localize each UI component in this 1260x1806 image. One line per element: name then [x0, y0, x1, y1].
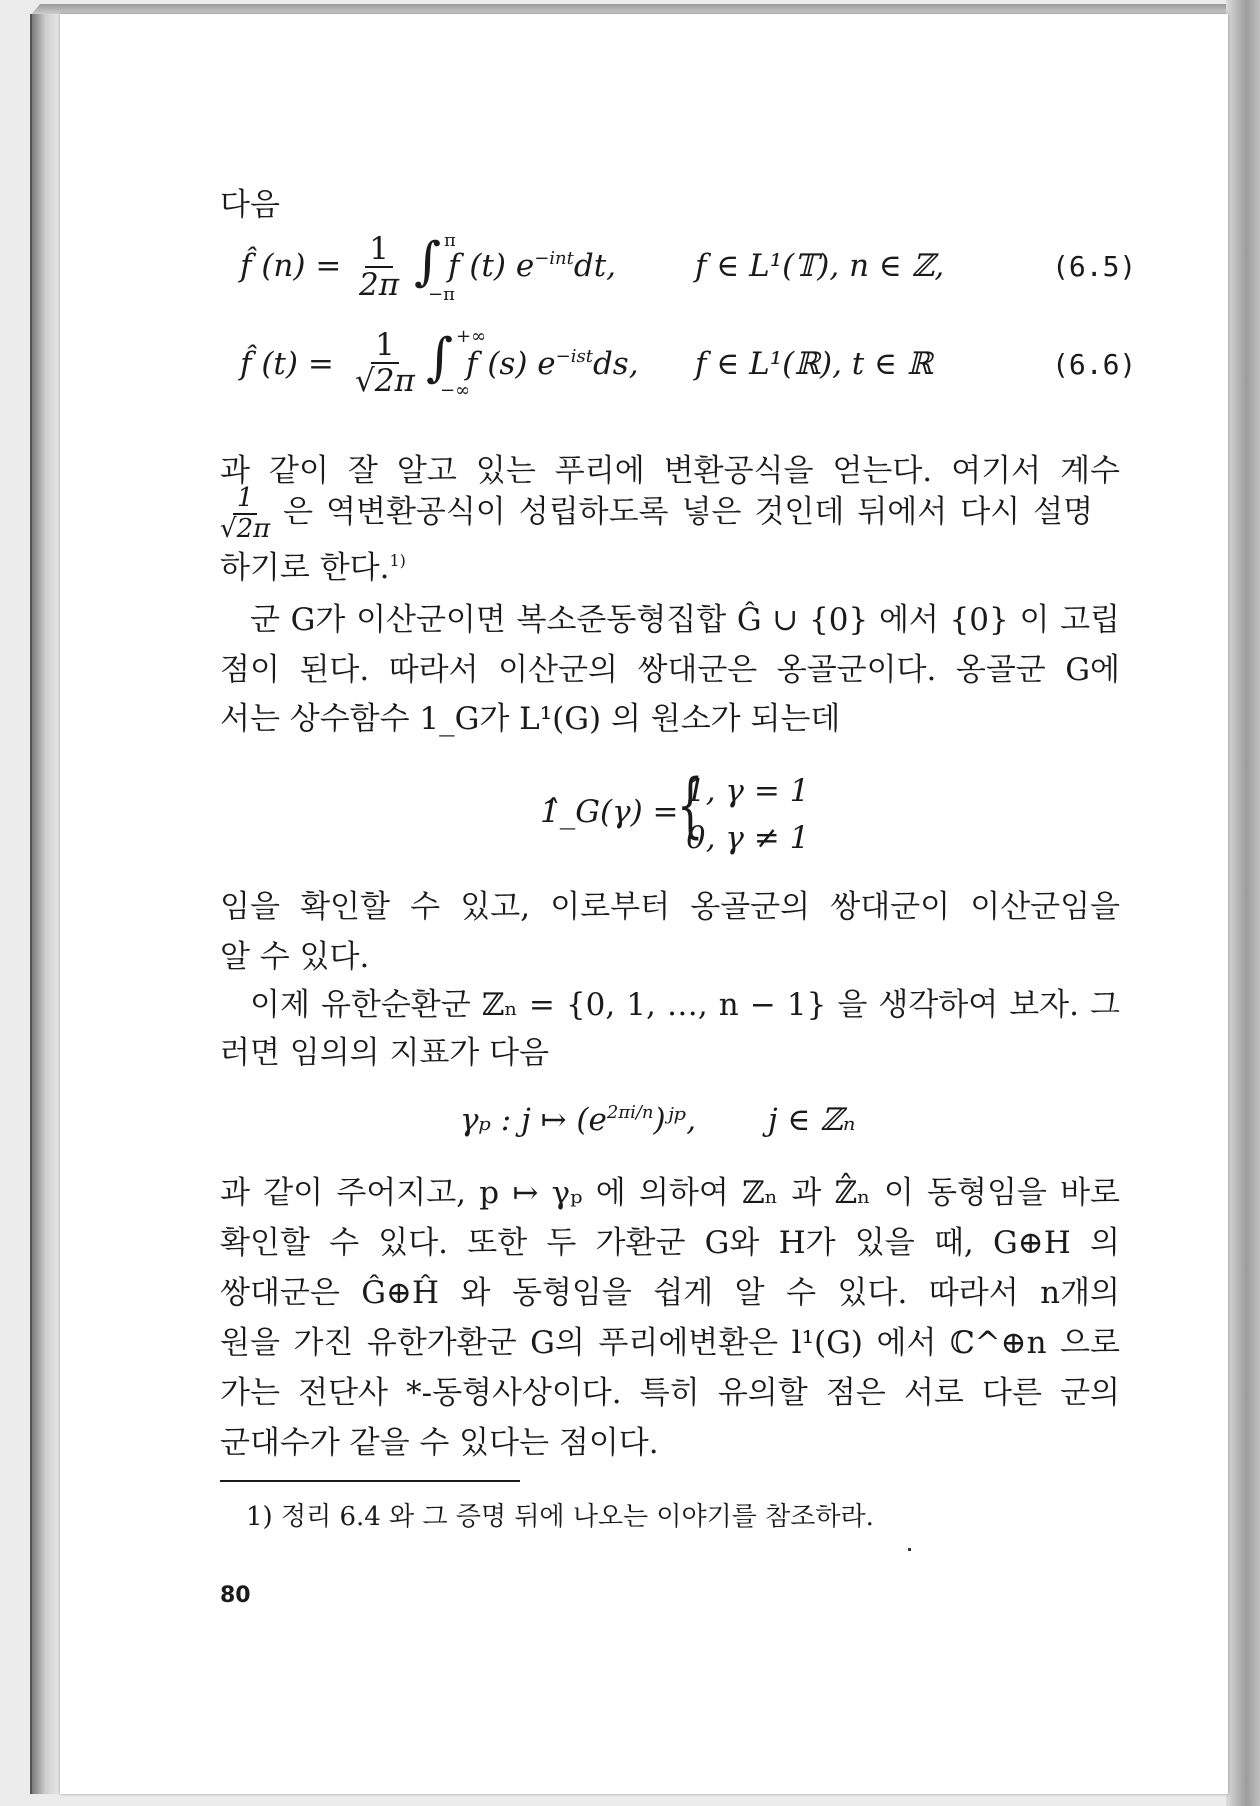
- integral-sign: ∫ +∞ −∞: [426, 326, 487, 401]
- eq66-tail: ds,: [592, 346, 639, 382]
- text-line: 다음: [220, 187, 280, 223]
- text-line: 서는 상수함수 1_G가 L¹(G) 의 원소가 되는데: [220, 701, 841, 737]
- text-line: 확인할 수 있다. 또한 두 가환군 G와 H가 있을 때, G⊕H 의: [220, 1225, 1120, 1261]
- eq66-lhs: f̂ (t) =: [240, 346, 334, 382]
- eq66-number: (6.6): [1052, 348, 1137, 381]
- indicator-equation: [0, 764, 1260, 858]
- eq65-int-upper: π: [444, 230, 456, 251]
- character-exp: 2πi/n: [606, 1102, 654, 1123]
- eq65-frac-den: 2π: [359, 267, 400, 304]
- footnote-mark: 1): [389, 551, 406, 570]
- text-line: [220, 550, 1120, 586]
- text-line-with-fraction: [220, 484, 1120, 546]
- eq65-number: (6.5): [1052, 250, 1137, 283]
- equation-6-5: [0, 232, 1260, 312]
- eq66-integrand: f (s) e: [466, 346, 556, 382]
- eq65-tail: dt,: [573, 248, 617, 284]
- footnote: 1) 정리 6.4 와 그 증명 뒤에 나오는 이야기를 참조하라.: [246, 1502, 874, 1532]
- eq66-exp: −ist: [555, 346, 593, 367]
- text-line: 과 같이 주어지고, p ↦ γₚ 에 의하여 ℤₙ 과 ℤ̂ₙ 이 동형임을 바로: [220, 1175, 1120, 1211]
- text-line: 은 역변환공식이 성립하도록 넣은 것인데 뒤에서 다시 설명: [283, 494, 1094, 531]
- coef-frac-num: 1: [233, 484, 258, 515]
- text-line: 과 같이 잘 알고 있는 푸리에 변환공식을 얻는다. 여기서 계수: [220, 453, 1120, 489]
- indicator-lhs: 1̂_G(γ) =: [540, 794, 679, 830]
- page-number: 80: [220, 1583, 251, 1608]
- eq66-int-lower: −∞: [440, 380, 471, 401]
- eq65-lhs: f̂ (n) =: [240, 248, 342, 284]
- character-equation: [0, 1102, 1260, 1152]
- eq65-condition: f ∈ L¹(𝕋), n ∈ ℤ,: [695, 248, 945, 284]
- eq66-fraction: [355, 328, 415, 398]
- eq66-frac-num: 1: [371, 328, 399, 364]
- eq65-exp: −int: [534, 248, 574, 269]
- text-line: 러면 임의의 지표가 다음: [220, 1035, 550, 1071]
- character-condition: j ∈ ℤₙ: [768, 1102, 856, 1138]
- eq65-integrand: f (t) e: [448, 248, 535, 284]
- indicator-cases: [686, 768, 809, 861]
- eq66-int-upper: +∞: [456, 326, 487, 347]
- equation-6-6: [0, 328, 1260, 418]
- character-rhs: )ʲᵖ,: [653, 1102, 697, 1138]
- text-line: 이제 유한순환군 ℤₙ = {0, 1, …, n − 1} 을 생각하여 보자. 그: [250, 987, 1120, 1023]
- text-line: 임을 확인할 수 있고, 이로부터 옹골군의 쌍대군이 이산군임을: [220, 889, 1120, 925]
- text-line: 가는 전단사 *-동형사상이다. 특히 유의할 점은 서로 다른 군의: [220, 1375, 1120, 1411]
- eq65-int-lower: −π: [428, 284, 455, 305]
- case-2: 0, γ ≠ 1: [686, 819, 810, 856]
- eq66-frac-den: √2π: [355, 363, 415, 400]
- coef-frac-den: √2π: [220, 513, 271, 544]
- coefficient-fraction: [220, 484, 270, 543]
- eq66-condition: f ∈ L¹(ℝ), t ∈ ℝ: [695, 346, 933, 382]
- text-line: 원을 가진 유한가환군 G의 푸리에변환은 l¹(G) 에서 ℂ^⊕n 으로: [220, 1325, 1120, 1361]
- left-brace: {: [676, 764, 704, 846]
- text-line: 군대수가 같을 수 있다는 점이다.: [220, 1425, 659, 1461]
- character-lhs: γₚ : j ↦ (e: [460, 1102, 607, 1138]
- eq65-frac-num: 1: [365, 232, 393, 268]
- case-1: 1, γ = 1: [686, 773, 810, 809]
- text-line: 점이 된다. 따라서 이산군의 쌍대군은 옹골군이다. 옹골군 G에: [220, 652, 1120, 688]
- integral-sign: ∫ π −π: [414, 230, 456, 305]
- text-line: 쌍대군은 Ĝ⊕Ĥ 와 동형임을 쉽게 알 수 있다. 따라서 n개의: [220, 1275, 1120, 1311]
- text-line: 군 G가 이산군이면 복소준동형집합 Ĝ ∪ {0} 에서 {0} 이 고립: [250, 602, 1120, 638]
- footnote-rule: [220, 1480, 520, 1482]
- text-line: 알 수 있다.: [220, 939, 370, 975]
- speck: [908, 1548, 911, 1551]
- text-span: 하기로 한다.: [220, 550, 390, 586]
- eq65-fraction: [359, 232, 399, 302]
